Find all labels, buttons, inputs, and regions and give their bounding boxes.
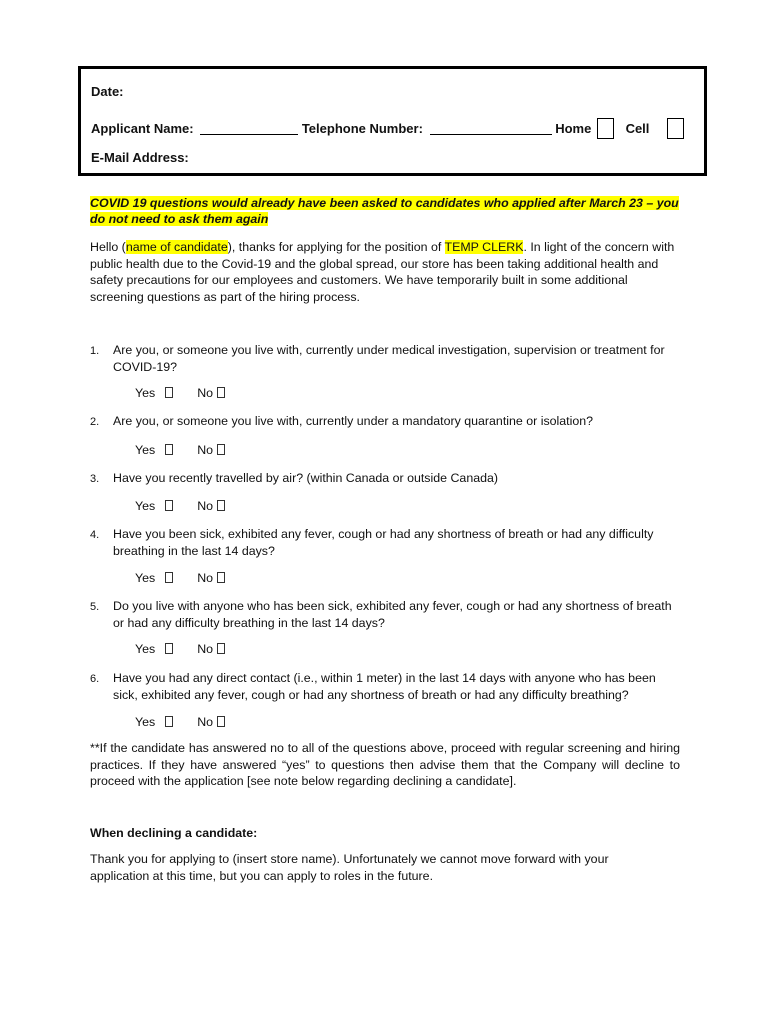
applicant-name-blank[interactable] bbox=[200, 122, 298, 135]
applicant-row bbox=[91, 118, 684, 139]
no-label: No bbox=[197, 386, 214, 400]
telephone-label: Telephone Number: bbox=[301, 121, 423, 136]
cell-label: Cell bbox=[625, 121, 650, 136]
yes-label: Yes bbox=[135, 499, 156, 513]
screening-instructions: **If the candidate has answered no to all of the questions above, proceed with regular screening and hiring practices. If they have answered “yes” to questions then advise them that the Company will decline to proceed with the application [see note below regarding declining a candidate]. bbox=[90, 741, 680, 788]
yes-checkbox[interactable] bbox=[165, 444, 173, 455]
no-label: No bbox=[197, 571, 214, 585]
question-number: 1. bbox=[90, 345, 100, 357]
applicant-name-label: Applicant Name: bbox=[91, 121, 194, 136]
yes-checkbox[interactable] bbox=[165, 500, 173, 511]
question-number: 5. bbox=[90, 601, 100, 613]
answer-row-1 bbox=[135, 386, 225, 400]
applicant-info-box bbox=[78, 66, 707, 176]
email-field[interactable] bbox=[91, 150, 189, 165]
date-label: Date: bbox=[91, 84, 124, 99]
telephone-blank[interactable] bbox=[430, 122, 552, 135]
question-number: 3. bbox=[90, 473, 100, 485]
question-text: Are you, or someone you live with, currently under medical investigation, supervision or treatment for COVID-19? bbox=[113, 343, 665, 374]
no-label: No bbox=[197, 715, 214, 729]
decline-heading: When declining a candidate: bbox=[90, 826, 258, 840]
answer-row-2 bbox=[135, 443, 225, 457]
intro-part-1: ), thanks for applying for the position of bbox=[227, 240, 445, 254]
question-number: 4. bbox=[90, 529, 100, 541]
yes-label: Yes bbox=[135, 386, 156, 400]
covid-note-text: COVID 19 questions would already have been asked to candidates who applied after March 23 – you do not need to ask them again bbox=[90, 196, 679, 226]
no-checkbox[interactable] bbox=[217, 387, 225, 398]
question-text: Have you been sick, exhibited any fever, cough or had any shortness of breath or had any difficulty breathing in the last 14 days? bbox=[113, 527, 654, 558]
email-label: E-Mail Address: bbox=[91, 150, 189, 165]
position-name: TEMP CLERK bbox=[444, 240, 524, 254]
yes-label: Yes bbox=[135, 715, 156, 729]
yes-label: Yes bbox=[135, 571, 156, 585]
cell-checkbox[interactable] bbox=[667, 118, 684, 139]
candidate-name-placeholder: name of candidate bbox=[125, 240, 228, 254]
no-label: No bbox=[197, 642, 214, 656]
no-checkbox[interactable] bbox=[217, 444, 225, 455]
yes-checkbox[interactable] bbox=[165, 387, 173, 398]
intro-paragraph bbox=[90, 239, 682, 305]
question-text: Do you live with anyone who has been sick, exhibited any fever, cough or had any shortness of breath or had any difficulty breathing in the last 14 days? bbox=[113, 599, 672, 630]
answer-row-4 bbox=[135, 571, 225, 585]
home-checkbox[interactable] bbox=[597, 118, 614, 139]
no-label: No bbox=[197, 443, 214, 457]
date-field[interactable] bbox=[91, 84, 124, 99]
decline-message: Thank you for applying to (insert store name). Unfortunately we cannot move forward with your application at this time, but you can apply to roles in the future. bbox=[90, 852, 609, 883]
question-number: 6. bbox=[90, 673, 100, 685]
answer-row-3 bbox=[135, 499, 225, 513]
question-text: Are you, or someone you live with, currently under a mandatory quarantine or isolation? bbox=[113, 414, 594, 428]
intro-hello: Hello ( bbox=[90, 240, 126, 254]
question-text: Have you had any direct contact (i.e., within 1 meter) in the last 14 days with anyone who has been sick, exhibited any fever, cough or had any shortness of breath or had any difficulty breathing? bbox=[113, 671, 656, 702]
yes-checkbox[interactable] bbox=[165, 643, 173, 654]
no-label: No bbox=[197, 499, 214, 513]
answer-row-6 bbox=[135, 715, 225, 729]
no-checkbox[interactable] bbox=[217, 500, 225, 511]
home-label: Home bbox=[555, 121, 592, 136]
yes-checkbox[interactable] bbox=[165, 716, 173, 727]
yes-checkbox[interactable] bbox=[165, 572, 173, 583]
answer-row-5 bbox=[135, 642, 225, 656]
yes-label: Yes bbox=[135, 443, 156, 457]
yes-label: Yes bbox=[135, 642, 156, 656]
question-text: Have you recently travelled by air? (within Canada or outside Canada) bbox=[113, 471, 499, 485]
intro-part-2: . In light of the concern with public health due to the Covid-19 and the global spread, our store has been taking additional health and safety precautions for our employees and customers. We have temporarily built in some additional screening questions as part of the hiring process. bbox=[90, 240, 675, 304]
no-checkbox[interactable] bbox=[217, 643, 225, 654]
no-checkbox[interactable] bbox=[217, 716, 225, 727]
covid-note bbox=[90, 195, 685, 227]
question-number: 2. bbox=[90, 416, 100, 428]
no-checkbox[interactable] bbox=[217, 572, 225, 583]
